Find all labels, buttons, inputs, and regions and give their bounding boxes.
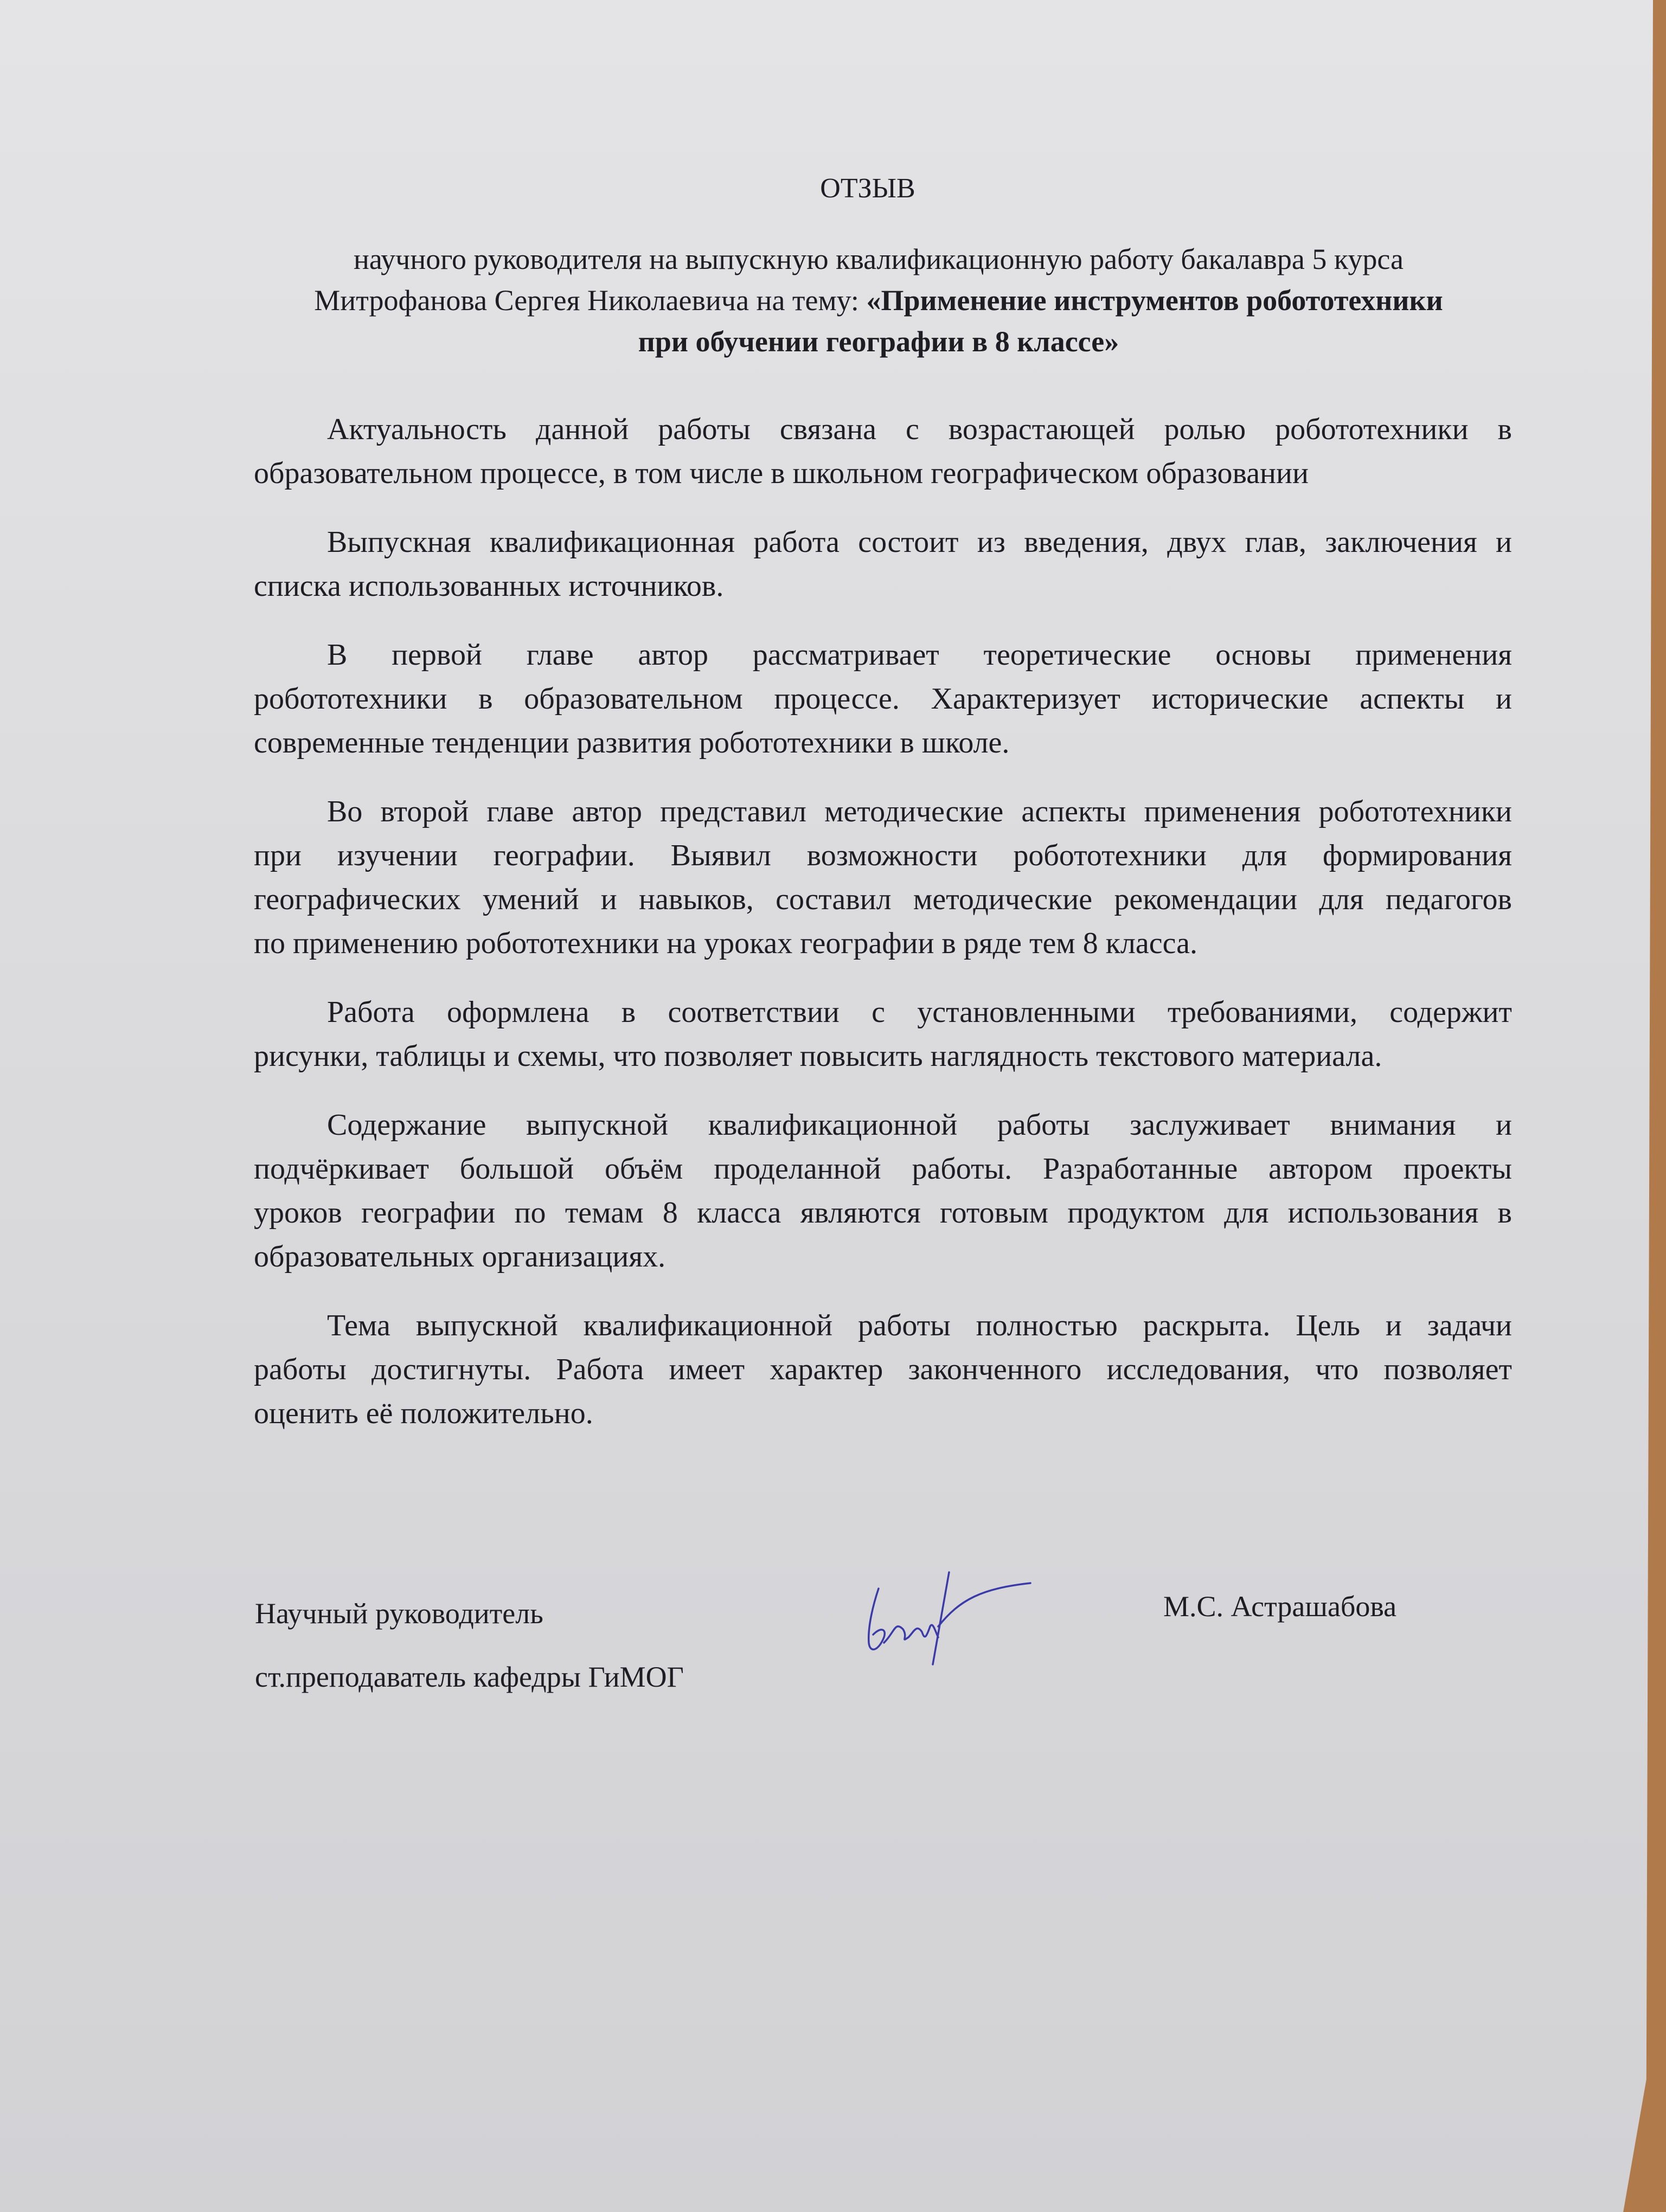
paragraph: [254, 1304, 1512, 1436]
subtitle-line-1: научного руководителя на выпускную квалификационную работу бакалавра 5 курса: [354, 243, 1404, 275]
document-body: [254, 408, 1512, 1461]
signer-role: Научный руководитель: [255, 1597, 543, 1630]
handwritten-signature: [857, 1561, 1063, 1670]
paragraph: [254, 633, 1512, 765]
paragraph-line: образовательном процессе, в том числе в школьном географическом образовании: [254, 456, 1309, 490]
paragraph-line: образовательных организациях.: [254, 1240, 666, 1274]
subtitle-line-2: [239, 280, 1518, 321]
document-title: ОТЗЫВ: [820, 173, 915, 204]
paragraph-line: подчёркивает большой объём проделанной работы. Разработанные автором проекты: [254, 1152, 1512, 1186]
paragraph-line: по применению робототехники на уроках географии в ряде тем 8 класса.: [254, 927, 1197, 960]
subtitle-line-3: [239, 321, 1518, 362]
paragraph-line: рисунки, таблицы и схемы, что позволяет повысить наглядность текстового материала.: [254, 1039, 1382, 1073]
paragraph-line: оценить её положительно.: [254, 1397, 593, 1430]
paragraph: [254, 520, 1512, 608]
paragraph-line: Актуальность данной работы связана с возрастающей ролью робототехники в: [327, 413, 1512, 446]
subtitle-author: Митрофанова Сергея Николаевича на тему:: [314, 284, 867, 317]
paragraph-line: географических умений и навыков, составил методические рекомендации для педагогов: [254, 883, 1512, 916]
paragraph: [254, 790, 1512, 966]
signer-position: ст.преподаватель кафедры ГиМОГ: [255, 1661, 684, 1693]
subtitle-topic-part-2: при обучении географии в 8 классе»: [638, 325, 1119, 358]
paragraph-line: Содержание выпускной квалификационной работы заслуживает внимания и: [327, 1108, 1512, 1142]
paragraph-line: уроков географии по темам 8 класса являются готовым продуктом для использования в: [254, 1196, 1512, 1230]
paragraph-line: Выпускная квалификационная работа состоит из введения, двух глав, заключения и: [327, 525, 1512, 559]
subtitle-topic-part-1: «Применение инструментов робототехники: [866, 284, 1443, 317]
paragraph-line: современные тенденции развития робототехники в школе.: [254, 726, 1010, 760]
paragraph-line: списка использованных источников.: [254, 569, 724, 603]
paragraph: [254, 1103, 1512, 1279]
paragraph-line: робототехники в образовательном процессе. Характеризует исторические аспекты и: [254, 682, 1512, 716]
paragraph-line: Тема выпускной квалификационной работы полностью раскрыта. Цель и задачи: [327, 1309, 1512, 1342]
paragraph-line: Работа оформлена в соответствии с установленными требованиями, содержит: [327, 995, 1512, 1029]
paragraph-line: работы достигнуты. Работа имеет характер законченного исследования, что позволяет: [254, 1353, 1512, 1386]
paragraph: [254, 991, 1512, 1078]
signer-name: М.С. Астрашабова: [1163, 1590, 1397, 1623]
paragraph-line: при изучении географии. Выявил возможности робототехники для формирования: [254, 839, 1512, 872]
paragraph-line: В первой главе автор рассматривает теоретические основы применения: [327, 638, 1512, 672]
paragraph-line: Во второй главе автор представил методические аспекты применения робототехники: [327, 795, 1512, 828]
paragraph: [254, 408, 1512, 496]
document-subtitle: [239, 239, 1518, 362]
